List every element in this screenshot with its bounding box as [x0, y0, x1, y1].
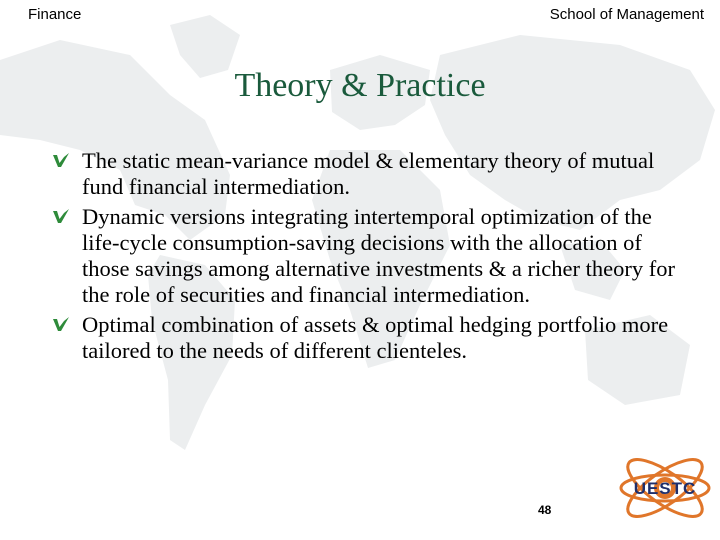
svg-text:UESTC: UESTC	[633, 479, 697, 498]
header-course-label: Finance	[28, 6, 82, 23]
check-bullet-icon	[52, 315, 70, 335]
uestc-logo	[617, 444, 713, 532]
check-bullet-icon	[52, 151, 70, 171]
check-bullet-icon	[52, 207, 70, 227]
bullet-list	[50, 148, 690, 368]
bullet-item	[50, 312, 690, 364]
bullet-item	[50, 204, 690, 308]
bullet-text: Dynamic versions integrating intertemporal optimization of the life-cycle consumption-saving decisions with the allocation of those savings among alternative investments & a richer theory for the role of securities and financial intermediation.	[82, 204, 675, 307]
bullet-item	[50, 148, 690, 200]
bullet-text: The static mean-variance model & elementary theory of mutual fund financial intermediation.	[82, 148, 655, 199]
page-number: 48	[538, 503, 552, 517]
header-school-label: School of Management	[549, 6, 704, 23]
bullet-text: Optimal combination of assets & optimal hedging portfolio more tailored to the needs of different clienteles.	[82, 312, 669, 363]
slide-title: Theory & Practice	[234, 67, 486, 104]
